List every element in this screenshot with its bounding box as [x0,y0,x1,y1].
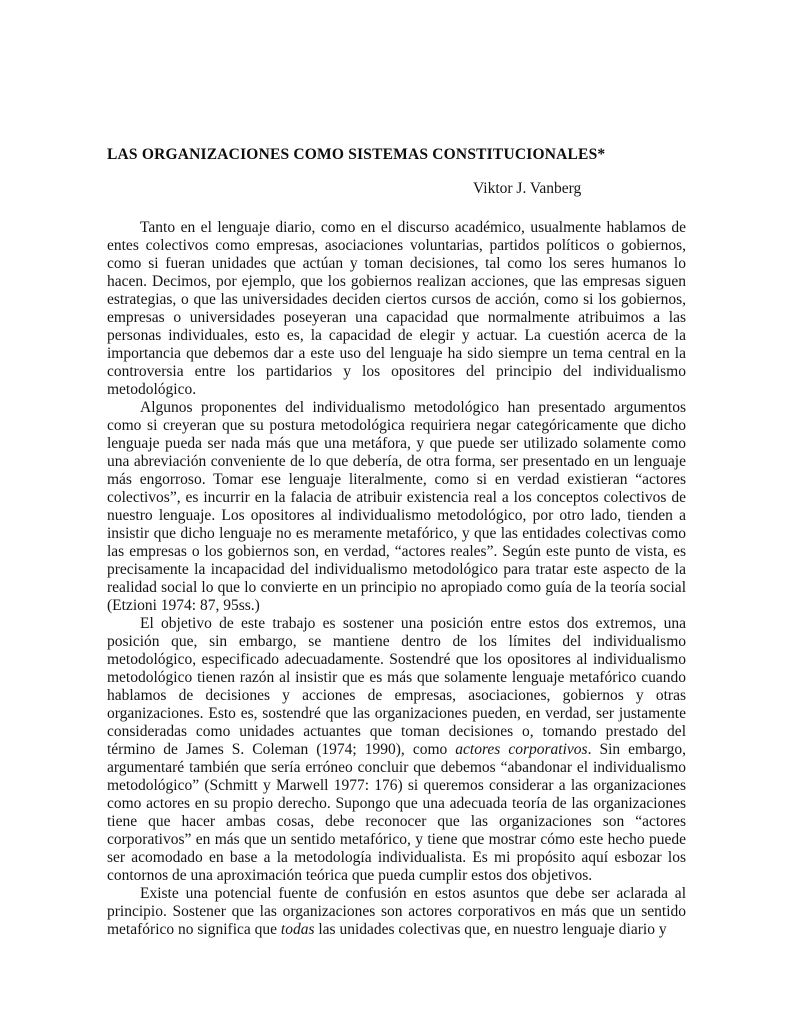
author-byline: Viktor J. Vanberg [473,180,582,197]
document-title: LAS ORGANIZACIONES COMO SISTEMAS CONSTITUCIONALES* [107,146,606,163]
text-run: Algunos proponentes del individualismo metodológico han presentado argumentos como si creyeran que su postura metodológica requiriera negar categóricamente que dicho lenguaje pueda ser nada más que una metáfora, y que puede ser utilizado solamente como una abreviación conveniente de lo que debería, de otra forma, ser presentado en un lenguaje más engorroso. Tomar ese lenguaje literalmente, como si en verdad existieran “actores colectivos”, es incurrir en la falacia de atribuir existencia real a los conceptos colectivos de nuestro lenguaje. Los opositores al individualismo metodológico, por otro lado, tienden a insistir que dicho lenguaje no es meramente metafórico, y que las entidades colectivas como las empresas o los gobiernos son, en verdad, “actores reales”. Según este punto de vista, es precisamente la incapacidad del individualismo metodológico para tratar este aspecto de la realidad social lo que lo convierte en un principio no apropiado como guía de la teoría social (Etzioni 1974: 87, 95ss.) [107,399,686,614]
document-content [107,146,686,939]
document-body [107,219,686,939]
paragraph-1 [107,219,686,399]
italic-term-todas: todas [280,921,315,938]
paragraph-2 [107,399,686,615]
text-run: las unidades colectivas que, en nuestro lenguaje diario y [314,921,667,938]
paragraph-4 [107,885,686,939]
text-run: Tanto en el lenguaje diario, como en el discurso académico, usualmente hablamos de entes colectivos como empresas, asociaciones voluntarias, partidos políticos o gobiernos, como si fueran unidades que actúan y toman decisiones, tal como los seres humanos lo hacen. Decimos, por ejemplo, que los gobiernos realizan acciones, que las empresas siguen estrategias, o que las universidades deciden ciertos cursos de acción, como si los gobiernos, empresas o universidades poseyeran una capacidad que normalmente atribuimos a las personas individuales, esto es, la capacidad de elegir y actuar. La cuestión acerca de la importancia que debemos dar a este uso del lenguaje ha sido siempre un tema central en la controversia entre los partidarios y los opositores del principio del individualismo metodológico. [107,219,686,398]
italic-term-actores-corporativos: actores corporativos [455,741,588,758]
paragraph-3 [107,615,686,885]
text-run: Existe una potencial fuente de confusión en estos asuntos que debe ser aclarada al principio. Sostener que las organizaciones son actores corporativos en más que un sentido metafórico no significa que [107,885,686,938]
text-run: . Sin embargo, argumentaré también que sería erróneo concluir que debemos “abandonar el individualismo metodológico” (Schmitt y Marwell 1977: 176) si queremos considerar a las organizaciones como actores en su propio derecho. Supongo que una adecuada teoría de las organizaciones tiene que hacer ambas cosas, debe reconocer que las organizaciones son “actores corporativos” en más que un sentido metafórico, y tiene que mostrar cómo este hecho puede ser acomodado en base a la metodología individualista. Es mi propósito aquí esbozar los contornos de una aproximación teórica que pueda cumplir estos dos objetivos. [107,741,686,884]
text-run: El objetivo de este trabajo es sostener una posición entre estos dos extremos, una posición que, sin embargo, se mantiene dentro de los límites del individualismo metodológico, especificado adecuadamente. Sostendré que los opositores al individualismo metodológico tienen razón al insistir que es más que solamente lenguaje metafórico cuando hablamos de decisiones y acciones de empresas, asociaciones, gobiernos y otras organizaciones. Esto es, sostendré que las organizaciones pueden, en verdad, ser justamente consideradas como unidades actuantes que toman decisiones o, tomando prestado del término de James S. Coleman (1974; 1990), como [107,615,686,758]
